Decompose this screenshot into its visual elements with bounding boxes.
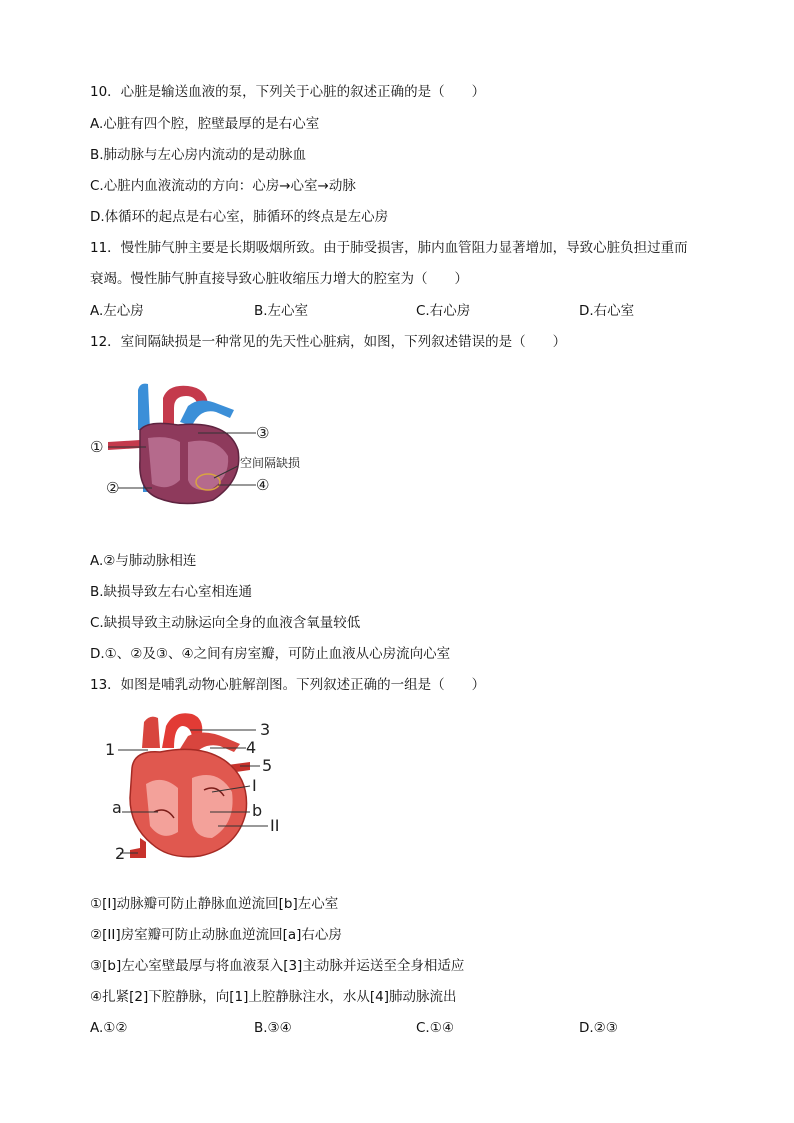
q13-option-c: C.①④ [416, 1020, 454, 1036]
q10-option-d: D.体循环的起点是右心室，肺循环的终点是左心房 [90, 209, 389, 225]
q10-option-a: A.心脏有四个腔，腔壁最厚的是右心室 [90, 116, 320, 132]
q11-option-b: B.左心室 [254, 303, 309, 319]
q10-option-b: B.肺动脉与左心房内流动的是动脉血 [90, 147, 307, 163]
q13-statement-4: ④扎紧[2]下腔静脉，向[1]上腔静脉注水，水从[4]肺动脉流出 [90, 989, 457, 1005]
q12-option-c: C.缺损导致主动脉运向全身的血液含氧量较低 [90, 615, 361, 631]
q12-label-4: ④ [256, 476, 270, 494]
q13-statement-2: ②[II]房室瓣可防止动脉血逆流回[a]右心房 [90, 927, 342, 943]
q11-option-c: C.右心房 [416, 303, 471, 319]
q13-stem: 13．如图是哺乳动物心脏解剖图。下列叙述正确的一组是（ ） [90, 677, 486, 693]
q12-option-d: D.①、②及③、④之间有房室瓣，可防止血液从心房流向心室 [90, 646, 451, 662]
q12-heart-figure [88, 380, 318, 515]
q11-stem-line1: 11．慢性肺气肿主要是长期吸烟所致。由于肺受损害，肺内血管阻力显著增加，导致心脏负担过重而 [90, 240, 688, 256]
q12-label-1: ① [90, 438, 104, 456]
q13-option-a: A.①② [90, 1020, 128, 1036]
q11-stem-line2: 衰竭。慢性肺气肿直接导致心脏收缩压力增大的腔室为（ ） [90, 271, 468, 287]
q12-label-2: ② [106, 479, 120, 497]
q11-option-d: D.右心室 [579, 303, 635, 319]
q10-option-c: C.心脏内血液流动的方向：心房→心室→动脉 [90, 178, 356, 194]
q10-stem: 10．心脏是输送血液的泵，下列关于心脏的叙述正确的是（ ） [90, 84, 486, 100]
q13-label-a: a [112, 798, 122, 817]
superior-vena-cava-shape [142, 717, 160, 748]
q13-label-1: 1 [105, 740, 116, 759]
q12-label-3: ③ [256, 424, 270, 442]
q13-label-3: 3 [260, 720, 271, 739]
q13-label-II: II [270, 816, 280, 835]
q13-label-5: 5 [262, 756, 273, 775]
q13-statement-3: ③[b]左心室壁最厚与将血液泵入[3]主动脉并运送至全身相适应 [90, 958, 465, 974]
q13-option-d: D.②③ [579, 1020, 618, 1036]
q12-label-defect: 空间隔缺损 [240, 456, 301, 470]
q13-label-4: 4 [246, 738, 257, 757]
vena-cava-shape [138, 384, 150, 430]
q13-label-2: 2 [115, 844, 126, 863]
q13-option-b: B.③④ [254, 1020, 292, 1036]
q13-heart-figure [100, 708, 300, 868]
q12-option-b: B.缺损导致左右心室相连通 [90, 584, 253, 600]
q13-label-b: b [252, 801, 263, 820]
q13-statement-1: ①[I]动脉瓣可防止静脉血逆流回[b]左心室 [90, 896, 339, 912]
q12-option-a: A.②与肺动脉相连 [90, 553, 197, 569]
q11-option-a: A.左心房 [90, 303, 144, 319]
q12-stem: 12．室间隔缺损是一种常见的先天性心脏病，如图，下列叙述错误的是（ ） [90, 334, 567, 350]
pulmonary-artery-shape [180, 400, 234, 426]
q13-label-I: I [252, 776, 257, 795]
